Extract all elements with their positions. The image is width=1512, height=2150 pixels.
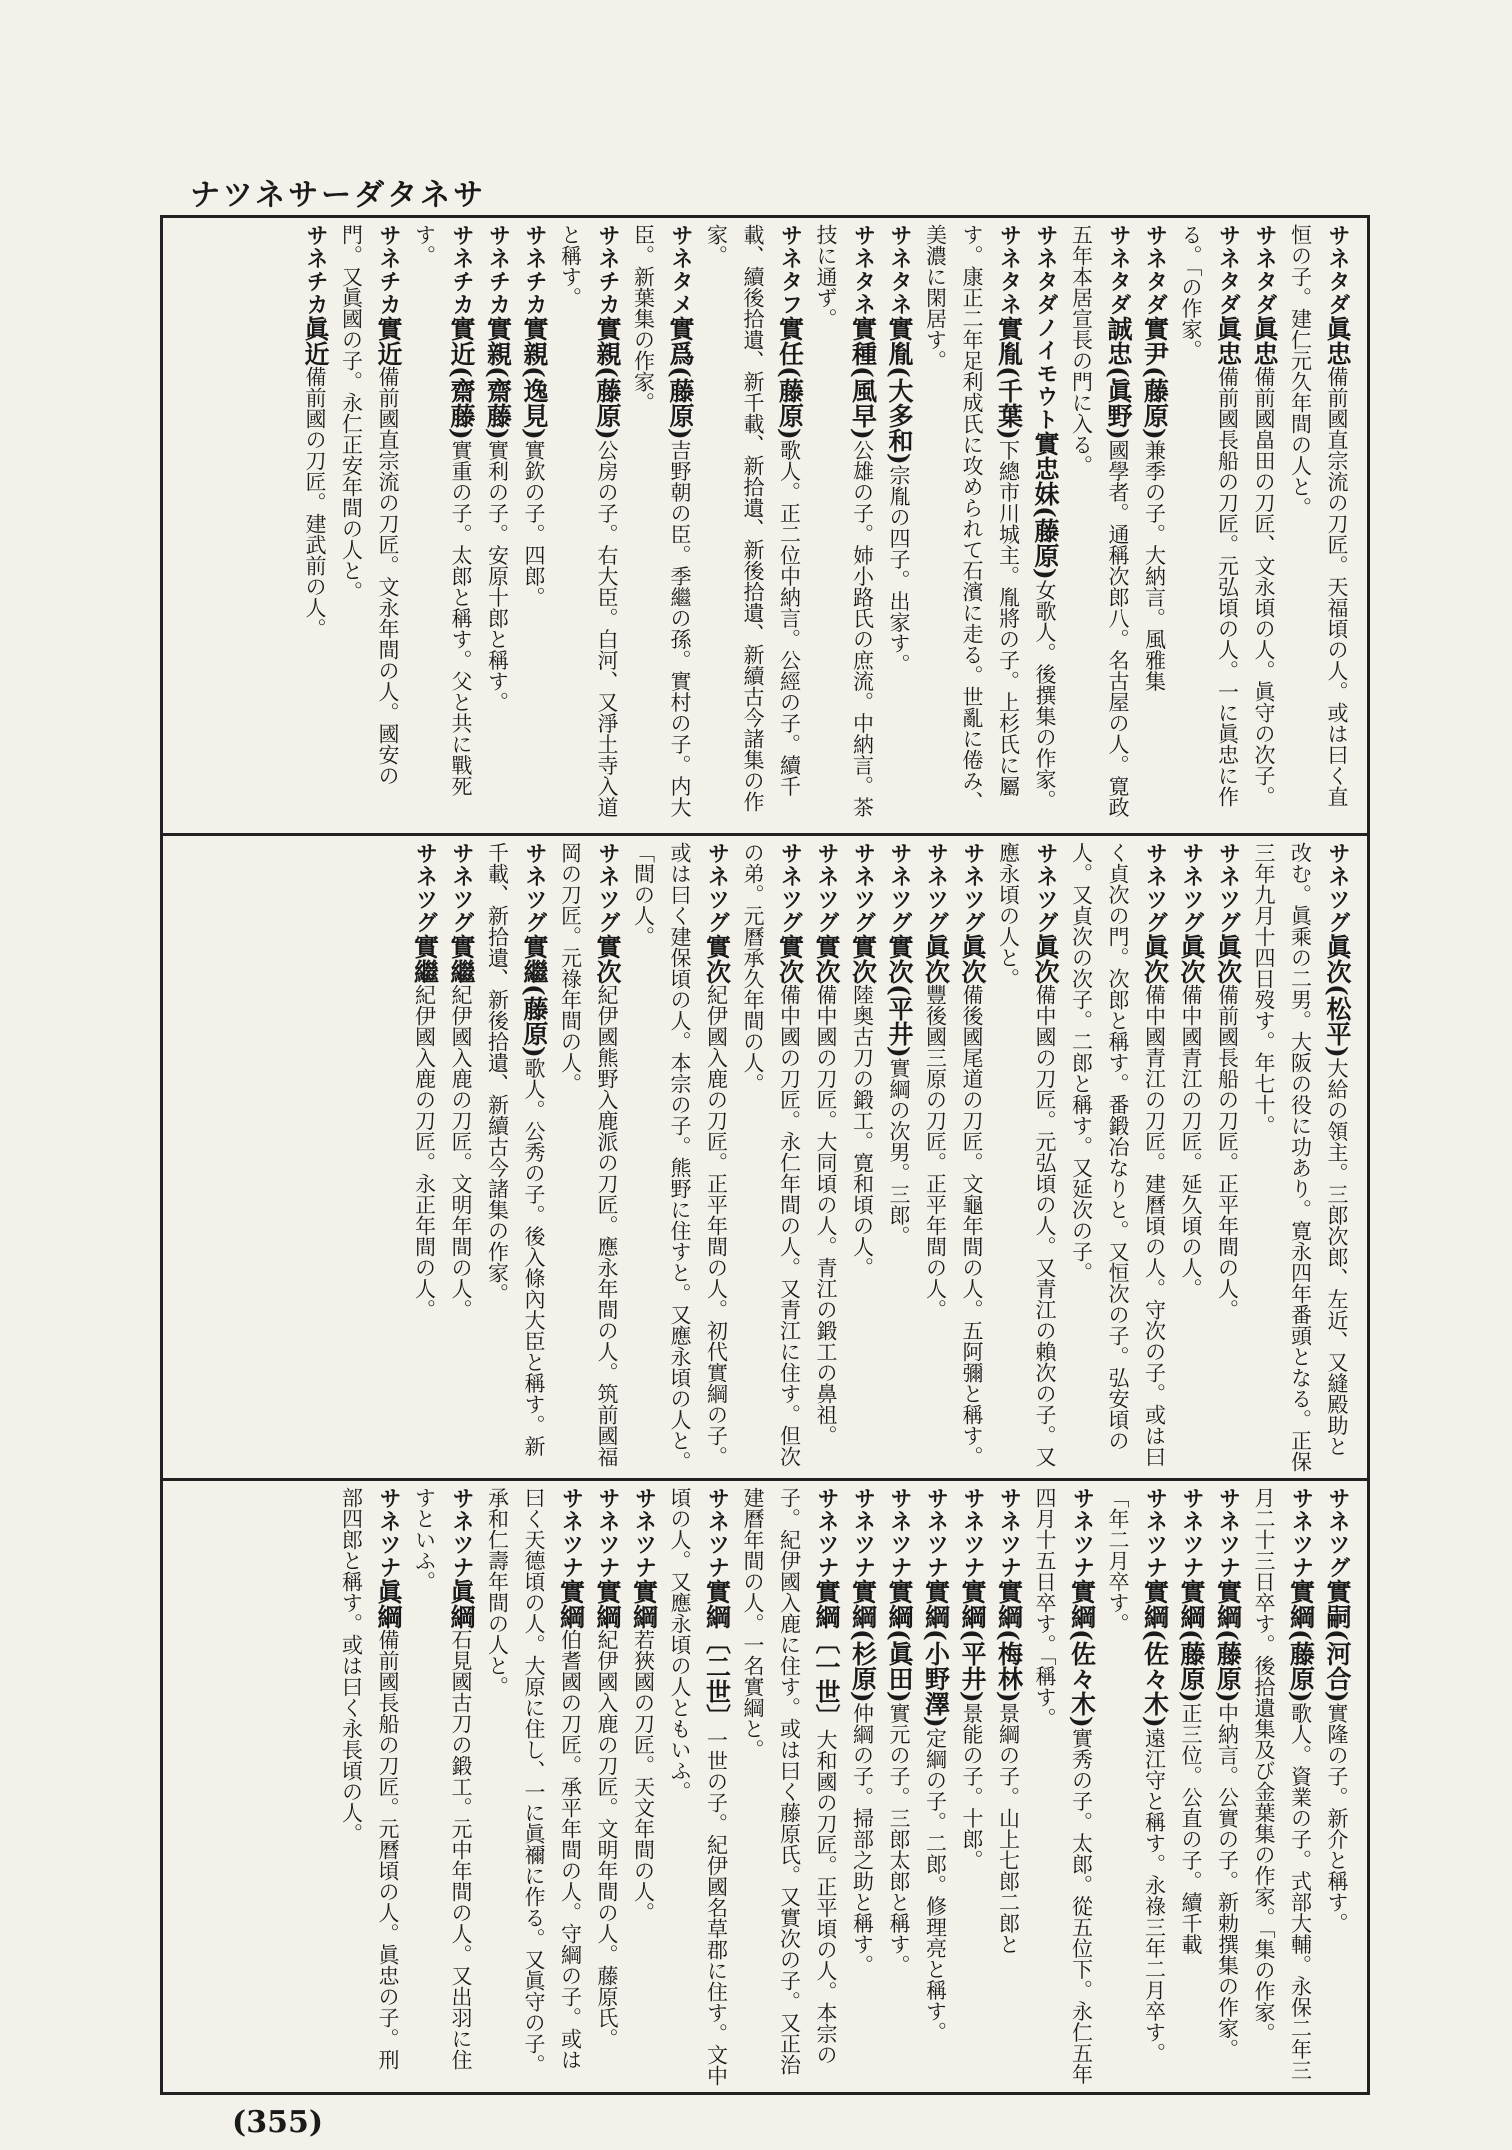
entry-description: 公雄の子。姉小路氏の庶流。中納言。茶技に通ず。 <box>814 224 875 818</box>
entry-name: 實綱(藤原) <box>1213 1579 1243 1703</box>
entry-description: 實秀の子。太郎。從五位下。永仁五年四月十五日卒す。「稱す。 <box>1033 1487 1094 2085</box>
dictionary-entry <box>1173 1487 1210 2086</box>
entry-name: 眞綱 <box>374 1579 403 1629</box>
entry-reading: サネツナ <box>887 1487 912 1579</box>
entry-name: 眞綱 <box>447 1579 476 1629</box>
entry-description: 紀伊國入鹿の刀匠。永正年間の人。 <box>412 984 437 1320</box>
entry-name: 誠忠(眞野) <box>1104 316 1133 440</box>
dictionary-entry <box>954 842 991 1472</box>
dictionary-entry <box>808 842 845 1472</box>
entry-description: 景綱の子。山上七郎二郎と <box>996 1702 1021 1955</box>
dictionary-entry <box>844 1487 881 2086</box>
dictionary-entry <box>479 842 552 1472</box>
dictionary-entry <box>990 842 1063 1472</box>
entry-reading: サネツナ <box>923 1487 949 1579</box>
dictionary-entry <box>625 1487 662 2086</box>
entry-reading: サネツナ <box>376 1487 401 1579</box>
entry-name: 實綱(眞田) <box>885 1579 914 1703</box>
entry-name: 實綱〔一世〕 <box>812 1579 841 1729</box>
entry-name: 實次 <box>775 934 805 984</box>
entry-description: 仲綱の子。掃部之助と稱す。 <box>850 1702 875 1976</box>
entry-reading: サネチカ <box>449 224 474 316</box>
entry-name: 眞近 <box>301 316 330 366</box>
entry-description: 備後國尾道の刀匠。文龜年間の人。五阿彌と稱す。 <box>960 984 984 1467</box>
dictionary-entry <box>1246 842 1356 1472</box>
entry-description: 景能の子。十郎。 <box>960 1702 984 1871</box>
dictionary-entry <box>698 224 808 827</box>
entry-reading: サネタダ <box>1325 224 1350 316</box>
entry-description: 備前國畠田の刀匠、文永頃の人。眞守の次子。 <box>1252 366 1276 807</box>
dictionary-entry <box>479 224 516 827</box>
entry-reading: サネツナ <box>814 1487 839 1579</box>
dictionary-entry <box>333 224 406 827</box>
entry-name: 眞次(松平) <box>1323 934 1352 1058</box>
dictionary-entry <box>1100 1487 1173 2086</box>
entry-reading: サネタダ <box>1215 224 1241 316</box>
entry-reading: サネツグ <box>704 842 730 934</box>
entry-reading: サネツナ <box>449 1487 474 1579</box>
entry-description: 國學者。通稱次郎八。名古屋の人。寛政五年本居宣長の門に入る。 <box>1069 224 1130 818</box>
entry-name: 實次(平井) <box>885 934 914 1058</box>
middle-band <box>163 833 1367 1478</box>
entry-description: 備中國の刀匠。元弘頃の人。又青江の賴次の子。又應永頃の人と。 <box>996 842 1057 1467</box>
entry-name: 實嗣(河合) <box>1323 1579 1352 1703</box>
dictionary-entry <box>406 224 479 827</box>
upper-band <box>163 218 1367 833</box>
entry-description: 備中國青江の刀匠。延久頃の人。 <box>1179 984 1203 1299</box>
entry-description: 備前國長船の刀匠。正平年間の人。 <box>1215 984 1240 1320</box>
entry-reading: サネツグ <box>814 842 839 934</box>
dictionary-entry <box>1063 842 1173 1472</box>
entry-reading: サネツグ <box>850 842 876 934</box>
entry-name: 實近(齋藤) <box>447 316 476 440</box>
entry-name: 眞忠 <box>1323 316 1352 366</box>
entry-reading: サネチカ <box>485 224 511 316</box>
entry-description: 若狹國の刀匠。天文年間の人。 <box>631 1629 656 1923</box>
dictionary-entry <box>406 1487 479 2086</box>
dictionary-entry <box>589 1487 626 2086</box>
entry-reading: サネツナ <box>996 1487 1022 1579</box>
dictionary-entry <box>516 224 553 827</box>
entry-description: 吉野朝の臣。季繼の孫。實村の子。内大臣。新葉集の作家。 <box>631 224 692 818</box>
dictionary-entry <box>406 842 443 1472</box>
entry-name: 實親(逸見) <box>520 316 549 440</box>
entry-name: 實繼 <box>410 934 440 984</box>
entry-reading: サネツナ <box>850 1487 876 1579</box>
dictionary-entry <box>1209 1487 1246 2086</box>
entry-name: 實綱 <box>556 1579 586 1629</box>
entry-description: 備中國の刀匠。永仁年間の人。又青江に住す。但次の弟。元曆承久年間の人。 <box>741 842 802 1467</box>
upper-band-entries <box>171 224 1355 827</box>
dictionary-entry <box>808 224 881 827</box>
entry-description: 實利の子。安原十郎と稱す。 <box>485 439 510 713</box>
entry-reading: サネツグ <box>412 842 438 934</box>
dictionary-entry <box>881 224 918 827</box>
dictionary-entry <box>1246 224 1283 827</box>
entry-name: 實爲(藤原) <box>666 316 695 440</box>
entry-reading: サネツナ <box>631 1487 657 1579</box>
entry-name: 實綱(佐々木) <box>1140 1579 1170 1728</box>
entry-reading: サネツナ <box>1142 1487 1168 1579</box>
entry-name: 實次 <box>812 934 841 984</box>
entry-description: 定綱の子。二郎。修理亮と稱す。 <box>923 1727 948 2043</box>
entry-description: 歌人。資業の子。式部大輔。永保二年三月二十三日卒す。後拾遺集及び金葉集の作家。「集の作家。 <box>1252 1487 1313 2081</box>
entry-name: 實綱(佐々木) <box>1067 1579 1097 1728</box>
dictionary-entry <box>552 842 625 1472</box>
entry-name: 眞忠 <box>1250 316 1279 366</box>
entry-name: 實胤(千葉) <box>994 316 1024 440</box>
entry-description: 備中國青江の刀匠。建曆頃の人。守次の子。或は曰く貞次の門。次郎と稱す。番鍛冶なりと。又恒次の子。弘安頃の人。又貞次の次子。二郎と稱す。又延次の子。 <box>1069 842 1167 1467</box>
entry-name: 實綱(藤原) <box>1177 1579 1206 1703</box>
entry-reading: サネツナ <box>1069 1487 1095 1579</box>
dictionary-entry <box>1173 224 1246 827</box>
dictionary-entry <box>1136 224 1173 827</box>
dictionary-entry <box>1063 224 1136 827</box>
entry-description: 正三位。公直の子。續千載 <box>1179 1702 1203 1955</box>
entry-description: 伯耆國の刀匠。承平年間の人。守綱の子。或は曰く天德頃の人。大原に住し、一に眞禰に作る。又眞守の子。承和仁壽年間の人と。 <box>485 1487 583 2075</box>
entry-reading: サネツグ <box>522 842 547 934</box>
entry-description: 備前國長船の刀匠。元曆頃の人。眞忠の子。刑部四郎と稱す。或は曰く永長頃の人。 <box>339 1487 400 2070</box>
dictionary-entry <box>1027 224 1064 827</box>
entry-name: 實綱(杉原) <box>848 1579 878 1703</box>
entry-name: 眞次 <box>921 934 951 984</box>
entry-name: 實綱 <box>593 1579 622 1629</box>
dictionary-entry <box>625 224 698 827</box>
dictionary-entry <box>881 1487 918 2086</box>
entry-description: 女歌人。後撰集の作家。 <box>1033 579 1057 811</box>
dictionary-entry <box>1246 1487 1319 2086</box>
entry-description: 石見國古刀の鍛工。元中年間の人。又出羽に住すといふ。 <box>412 1487 473 2070</box>
entry-name: 實任(藤原) <box>775 316 805 440</box>
entry-name: 眞忠 <box>1213 316 1243 366</box>
dictionary-entry <box>625 842 735 1472</box>
entry-name: 實綱(小野澤) <box>921 1579 951 1728</box>
entry-reading: サネツナ <box>704 1487 730 1579</box>
dictionary-entry <box>735 1487 845 2086</box>
entry-name: 實種(風早) <box>848 316 878 440</box>
entry-reading: サネチカ <box>522 224 547 316</box>
entry-reading: サネタダ <box>1252 224 1277 316</box>
dictionary-entry <box>1209 842 1246 1472</box>
entry-name: 實忠妹(藤原) <box>1031 431 1060 580</box>
entry-reading: サネタネ <box>887 224 912 316</box>
entry-name: 實綱(梅林) <box>994 1579 1024 1703</box>
entry-description: 紀伊國入鹿の刀匠。文明年間の人。 <box>449 984 473 1320</box>
entry-name: 實次 <box>848 934 878 984</box>
entry-reading: サネツナ <box>1288 1487 1314 1579</box>
entry-name: 眞次 <box>1177 934 1206 984</box>
dictionary-entry <box>917 842 954 1472</box>
middle-band-entries <box>171 842 1355 1472</box>
dictionary-entry <box>443 842 480 1472</box>
entry-description: 實欽の子。四郎。 <box>522 439 546 608</box>
entry-description: 遠江守と稱す。永祿三年二月卒す。「年二月卒す。 <box>1106 1487 1167 2064</box>
entry-name: 實繼 <box>447 934 476 984</box>
entry-reading: サネツグ <box>1033 842 1058 934</box>
lower-band-entries <box>171 1487 1355 2086</box>
entry-reading: サネツナ <box>558 1487 584 1579</box>
entry-reading: サネタダ <box>1142 224 1168 316</box>
entry-reading: サネツグ <box>960 842 985 934</box>
entry-description: 實隆の子。新介と稱す。 <box>1325 1702 1349 1934</box>
dictionary-entry <box>1319 1487 1356 2086</box>
entry-name: 實次 <box>593 934 622 984</box>
dictionary-entry <box>1027 1487 1100 2086</box>
entry-name: 實綱(平井) <box>958 1579 987 1703</box>
dictionary-entry <box>333 1487 406 2086</box>
entry-reading: サネタネ <box>850 224 876 316</box>
entry-name: 眞次 <box>1140 934 1170 984</box>
entry-description: 公房の子。右大臣。白河、又淨土寺入道と稱す。 <box>558 224 619 818</box>
entry-description: 下總市川城主。胤將の子。上杉氏に屬す。康正二年足利成氏に攻められて石濱に走る。世亂に倦み、美濃に閑居す。 <box>923 224 1021 812</box>
entry-name: 眞次 <box>1031 934 1060 984</box>
entry-name: 眞次 <box>1213 934 1243 984</box>
entry-description: 豐後國三原の刀匠。正平年間の人。 <box>923 984 948 1320</box>
entry-reading: サネタネ <box>996 224 1022 316</box>
dictionary-entry <box>735 842 808 1472</box>
entry-description: 一世の子。紀伊國名草郡に住す。文中頃の人。又應永頃の人ともいふ。 <box>668 1487 729 2086</box>
entry-reading: サネタダノイモウト <box>1033 224 1058 431</box>
entry-name: 實胤(大多和) <box>885 316 914 465</box>
entry-description: 備前國長船の刀匠。元弘頃の人。一に眞忠に作る。「の作家。 <box>1179 224 1240 807</box>
dictionary-entry <box>1282 224 1355 827</box>
entry-reading: サネタフ <box>777 224 803 316</box>
entry-reading: サネツナ <box>1179 1487 1204 1579</box>
dictionary-entry <box>917 1487 954 2086</box>
dictionary-entry <box>844 842 881 1472</box>
entry-name: 實綱〔二世〕 <box>702 1579 732 1729</box>
entry-reading: サネツグ <box>887 842 912 934</box>
dictionary-entry <box>917 224 1027 827</box>
dictionary-entry <box>990 1487 1027 2086</box>
entry-description: 宗胤の四子。出家す。 <box>887 464 911 675</box>
running-header: ナツネサーダタネサ <box>190 178 487 213</box>
entry-reading: サネツナ <box>960 1487 985 1579</box>
entry-reading: サネタダ <box>1106 224 1131 316</box>
entry-reading: サネツグ <box>449 842 474 934</box>
dictionary-entry <box>1173 842 1210 1472</box>
dictionary-entry <box>662 1487 735 2086</box>
entry-description: 備前國直宗流の刀匠。天福頃の人。或は曰く直恒の子。建仁元久年間の人と。 <box>1288 224 1349 807</box>
dictionary-entry <box>297 224 334 827</box>
entry-description: 歌人。公秀の子。後入條內大臣と稱す。新千載、新拾遺、新後拾遺、新續古今諸集の作家。 <box>485 842 546 1457</box>
entry-reading: サネチカ <box>376 224 401 316</box>
entry-description: 備中國の刀匠。大同頃の人。青江の鍛工の鼻祖。 <box>814 984 838 1446</box>
entry-reading: サネツナ <box>595 1487 620 1579</box>
entry-description: 大給の領主。三郎次郎、左近、又縫殿助と改む。眞乘の二男。大阪の役に功あり。寛永四年番頭となる。正保三年九月十四日歿す。年七十。 <box>1252 842 1349 1472</box>
entry-name: 實綱(藤原) <box>1286 1579 1316 1703</box>
entry-description: 實綱の次男。三郎。 <box>887 1057 911 1247</box>
entry-description: 兼季の子。大納言。風雅集 <box>1142 439 1167 692</box>
entry-description: 實重の子。太郎と稱す。父と共に戰死す。 <box>412 224 473 797</box>
page-number: (355) <box>232 2105 324 2140</box>
entry-description: 紀伊國熊野入鹿派の刀匠。應永年間の人。筑前國福岡の刀匠。元祿年間の人。 <box>558 842 619 1467</box>
entry-name: 實尹(藤原) <box>1140 316 1170 440</box>
entry-description: 實元の子。三郎太郎と稱す。 <box>887 1702 911 1976</box>
entry-name: 實親(齋藤) <box>483 316 513 440</box>
entry-description: 大和國の刀匠。正平頃の人。本宗の子。紀伊國入鹿に住す。或は曰く藤原氏。又實次の子。又正治建曆年間の人。一名實綱と。 <box>741 1487 838 2075</box>
entry-description: 陸奥古刀の鍛工。寛和頃の人。 <box>850 984 875 1278</box>
entry-reading: サネツグ <box>923 842 949 934</box>
entry-description: 備前國の刀匠。建武前の人。 <box>303 366 327 639</box>
entry-reading: サネチカ <box>595 224 620 316</box>
dictionary-entry <box>479 1487 589 2086</box>
entry-name: 實次 <box>702 934 732 984</box>
entry-description: 中納言。公實の子。新勅撰集の作家。 <box>1215 1702 1240 2060</box>
entry-name: 實親(藤原) <box>593 316 622 440</box>
entry-reading: サネツグ <box>1142 842 1168 934</box>
entry-reading: サネツグ <box>777 842 803 934</box>
entry-name: 實綱 <box>629 1579 659 1629</box>
dictionary-entry <box>552 224 625 827</box>
dictionary-entry <box>954 1487 991 2086</box>
entry-reading: サネタメ <box>668 224 693 316</box>
entry-description: 紀伊國入鹿の刀匠。文明年間の人。藤原氏。 <box>595 1629 619 2049</box>
entry-name: 眞次 <box>958 934 987 984</box>
entry-reading: サネツグ <box>1179 842 1204 934</box>
entry-reading: サネツナ <box>1215 1487 1241 1579</box>
dictionary-frame <box>160 215 1370 2095</box>
dictionary-entry <box>881 842 918 1472</box>
entry-reading: サネツグ <box>595 842 620 934</box>
entry-description: 紀伊國入鹿の刀匠。正平年間の人。初代實綱の子。或は曰く建保頃の人。本宗の子。熊野に住すと。又應永頃の人と。「間の人。 <box>631 842 729 1472</box>
entry-name: 實繼(藤原) <box>520 934 549 1058</box>
entry-description: 備前國直宗流の刀匠。文永年間の人。國安の門。又眞國の子。永仁正安年間の人と。 <box>339 224 400 786</box>
entry-reading: サネツグ <box>1325 1487 1350 1579</box>
lower-band <box>163 1478 1367 2092</box>
entry-name: 實近 <box>374 316 403 366</box>
entry-reading: サネチカ <box>303 224 328 316</box>
entry-reading: サネツグ <box>1325 842 1350 934</box>
entry-reading: サネツグ <box>1215 842 1241 934</box>
entry-description: 歌人。正二位中納言。公經の子。續千載、續後拾遺、新千載、新拾遺、新後拾遺、新續古今諸集の作家。 <box>704 224 802 812</box>
